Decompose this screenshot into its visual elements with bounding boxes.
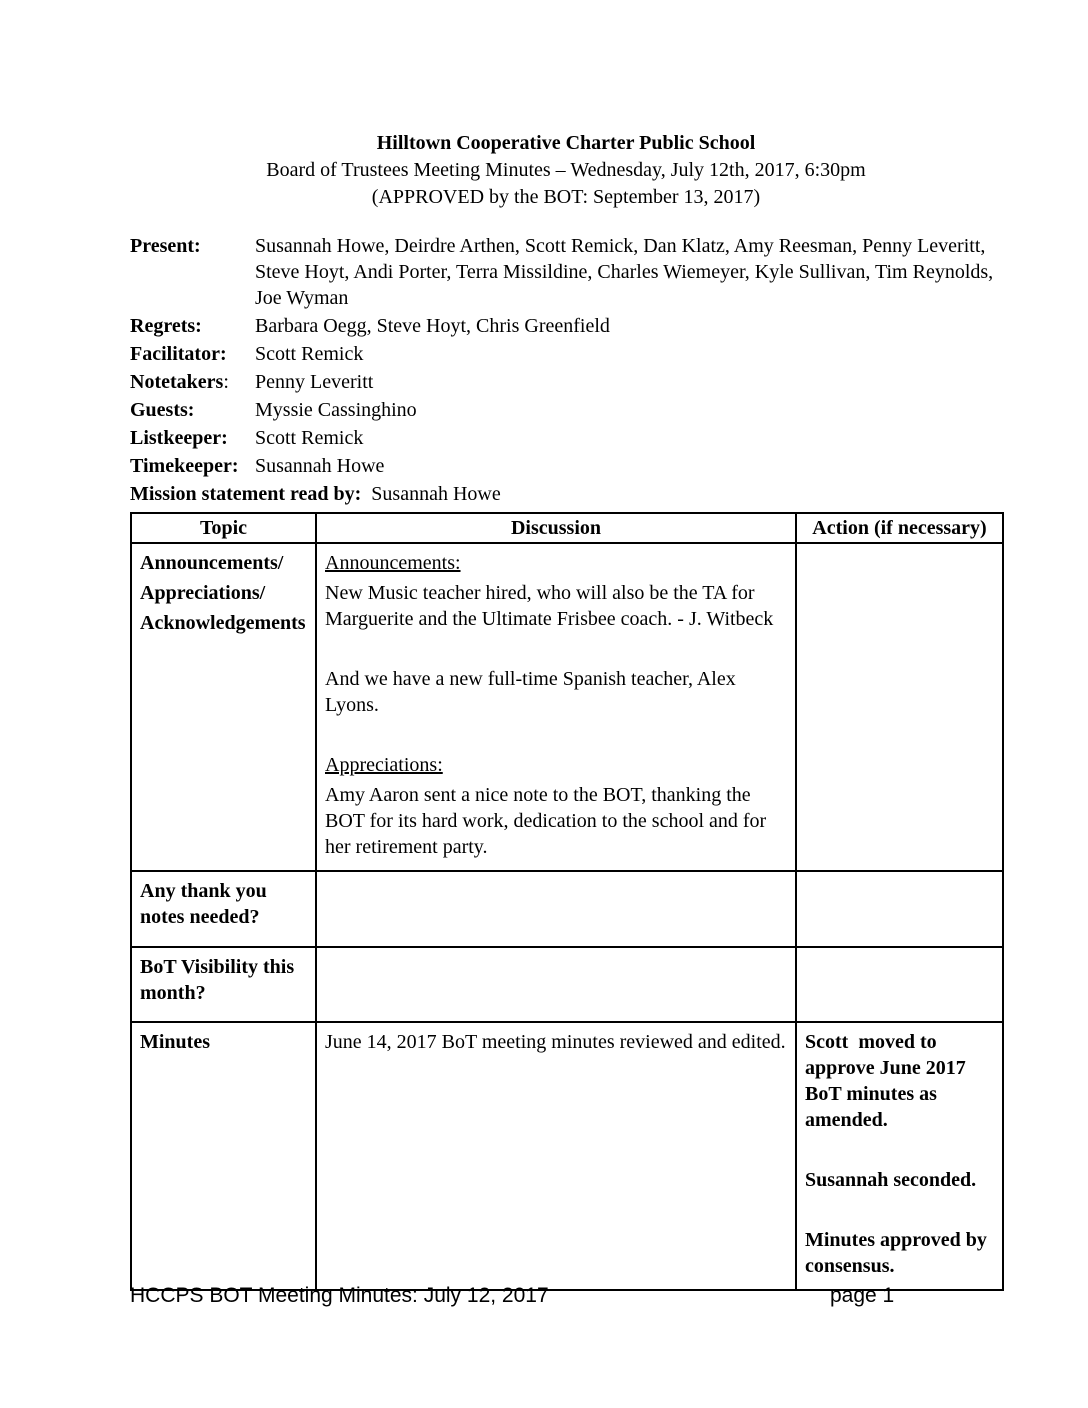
approval-note: (APPROVED by the BOT: September 13, 2017)	[371, 186, 761, 208]
attendance-row	[130, 425, 1002, 451]
attendance-label: Present:	[130, 235, 201, 257]
attendance-value: Scott Remick	[255, 343, 364, 365]
topic-line: Acknowledgements	[140, 612, 306, 634]
attendance-row	[130, 341, 1002, 367]
attendance-value: Scott Remick	[255, 427, 364, 449]
attendance-value: Penny Leveritt	[255, 371, 374, 393]
attendance-label: Guests:	[130, 399, 195, 421]
discussion-paragraph: Appreciations:	[325, 754, 443, 776]
paragraph-spacer	[805, 1197, 994, 1223]
mission-statement-value: Susannah Howe	[371, 483, 501, 505]
attendance-value: Myssie Cassinghino	[255, 399, 417, 421]
page-footer	[130, 1283, 1002, 1308]
attendance-label: Facilitator:	[130, 343, 227, 365]
mission-statement-row	[130, 481, 1002, 507]
topic-cell	[131, 543, 316, 871]
attendance-value: Susannah Howe, Deirdre Arthen, Scott Remick, Dan Klatz, Amy Reesman, Penny Leveritt, Steve Hoyt, Andi Porter, Terra Missildine, Charles Wiemeyer, Kyle Sullivan, Tim Reynolds, Joe Wyman	[255, 235, 994, 309]
topic-line: Appreciations/	[140, 582, 266, 604]
minutes-table	[130, 512, 1004, 1291]
attendance-row	[130, 313, 1002, 339]
attendance-label: Timekeeper:	[130, 455, 239, 477]
minutes-table-body	[131, 543, 1003, 1290]
discussion-cell	[316, 871, 796, 947]
attendance-row	[130, 369, 1002, 395]
attendance-row	[130, 233, 1002, 311]
attendance-label: Notetakers:	[130, 371, 229, 393]
column-header-topic: Topic	[131, 513, 316, 543]
topic-cell	[131, 947, 316, 1022]
action-paragraph: Minutes approved by consensus.	[805, 1229, 992, 1277]
action-cell	[796, 947, 1003, 1022]
topic-line: Announcements/	[140, 552, 284, 574]
footer-page-number: page 1	[830, 1284, 895, 1307]
topic-cell	[131, 1022, 316, 1290]
discussion-cell	[316, 947, 796, 1022]
discussion-paragraph: Amy Aaron sent a nice note to the BOT, thanking the BOT for its hard work, dedication to the school and for her retirement party.	[325, 784, 767, 858]
attendance-value: Susannah Howe	[255, 455, 385, 477]
discussion-cell	[316, 1022, 796, 1290]
topic-line: Minutes	[140, 1031, 210, 1053]
discussion-paragraph: And we have a new full-time Spanish teacher, Alex Lyons.	[325, 668, 736, 716]
discussion-paragraph: New Music teacher hired, who will also be the TA for Marguerite and the Ultimate Frisbee coach. - J. Witbeck	[325, 582, 774, 630]
paragraph-spacer	[805, 1137, 994, 1163]
document-title: Hilltown Cooperative Charter Public School	[376, 132, 756, 154]
column-header-discussion: Discussion	[316, 513, 796, 543]
action-cell	[796, 871, 1003, 947]
document-subtitle: Board of Trustees Meeting Minutes – Wednesday, July 12th, 2017, 6:30pm	[266, 159, 866, 181]
attendance-row	[130, 453, 1002, 479]
topic-cell	[131, 871, 316, 947]
action-paragraph: Scott moved to approve June 2017 BoT minutes as amended.	[805, 1031, 971, 1131]
paragraph-spacer	[325, 636, 787, 662]
action-cell	[796, 543, 1003, 871]
attendance-row	[130, 397, 1002, 423]
attendance-rows	[130, 233, 1002, 479]
action-paragraph: Susannah seconded.	[805, 1169, 977, 1191]
discussion-paragraph: Announcements:	[325, 552, 461, 574]
footer-document-label: HCCPS BOT Meeting Minutes: July 12, 2017	[130, 1284, 549, 1307]
action-cell	[796, 1022, 1003, 1290]
title-block	[130, 130, 1002, 211]
header-row	[131, 513, 1003, 543]
paragraph-spacer	[325, 722, 787, 748]
discussion-paragraph: June 14, 2017 BoT meeting minutes reviewed and edited.	[325, 1031, 786, 1053]
attendance-label: Listkeeper:	[130, 427, 228, 449]
table-row	[131, 543, 1003, 871]
attendance-block	[130, 233, 1002, 507]
table-row	[131, 947, 1003, 1022]
column-header-action: Action (if necessary)	[796, 513, 1003, 543]
mission-statement-label: Mission statement read by:	[130, 483, 362, 505]
topic-line: BoT Visibility this month?	[140, 956, 295, 1004]
attendance-value: Barbara Oegg, Steve Hoyt, Chris Greenfield	[255, 315, 610, 337]
discussion-cell	[316, 543, 796, 871]
attendance-label: Regrets:	[130, 315, 202, 337]
topic-line: Any thank you notes needed?	[140, 880, 267, 928]
document-content	[130, 130, 1002, 1291]
minutes-table-header	[131, 513, 1003, 543]
attendance-label-suffix: :	[223, 371, 229, 393]
table-row	[131, 1022, 1003, 1290]
table-row	[131, 871, 1003, 947]
